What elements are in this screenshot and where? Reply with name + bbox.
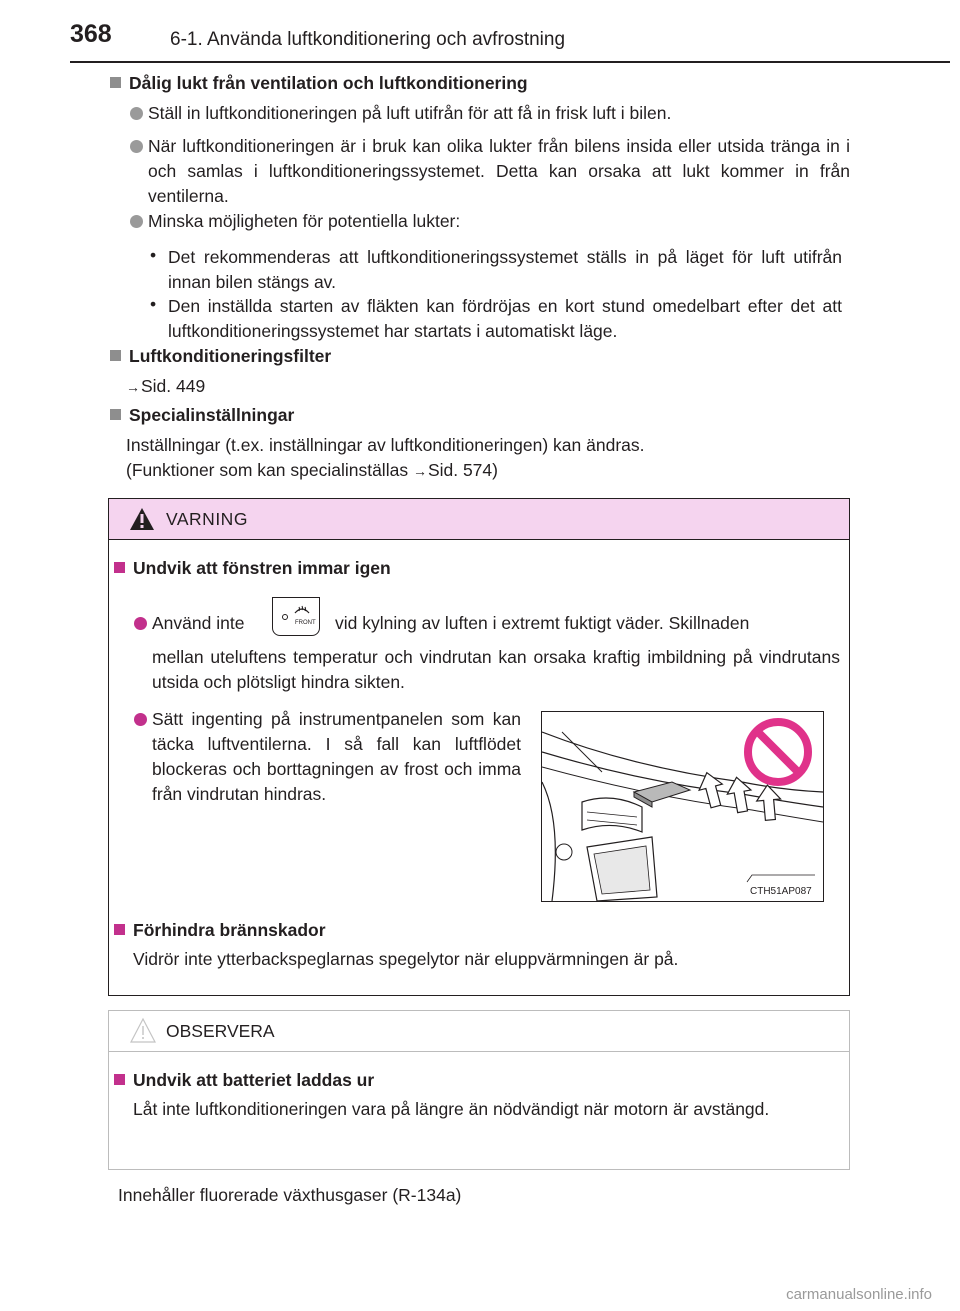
arrow-right-icon: → bbox=[412, 463, 427, 479]
square-bullet-icon bbox=[110, 350, 121, 361]
warning-triangle-icon bbox=[129, 507, 155, 531]
section-heading-odor bbox=[110, 73, 528, 94]
odor-bullet-3: Minska möjligheten för potentiella lukter: bbox=[148, 211, 461, 231]
filter-ref-text: Sid. 449 bbox=[141, 376, 206, 396]
dashboard-illustration bbox=[541, 711, 824, 902]
warning-heading-burn bbox=[114, 920, 326, 941]
fog-b1-pre: Använd inte bbox=[152, 613, 245, 633]
burn-heading: Förhindra brännskador bbox=[133, 920, 326, 940]
bullet-dot-icon bbox=[130, 215, 143, 228]
custom-line-1: Inställningar (t.ex. inställningar av luftkonditioneringen) kan ändras. bbox=[126, 435, 645, 455]
caution-triangle-icon bbox=[129, 1017, 157, 1045]
bullet-dot-icon bbox=[130, 107, 143, 120]
sub-bullet-icon: • bbox=[150, 245, 157, 265]
filter-ref[interactable] bbox=[126, 374, 205, 400]
custom-heading: Specialinställningar bbox=[129, 405, 295, 425]
page-number: 368 bbox=[70, 20, 112, 48]
odor-bullet-1: Ställ in luftkonditioneringen på luft utifrån för att få in frisk luft i bilen. bbox=[148, 103, 672, 123]
section-heading-custom bbox=[110, 405, 294, 426]
custom-line-2-text: (Funktioner som kan specialinställas bbox=[126, 460, 413, 480]
odor-sub-1: Det rekommenderas att luftkonditioneringssystemet ställs in på läget för luft utifrån innan bilen stängs av. bbox=[168, 247, 842, 292]
fog-b2: Sätt ingenting på instrumentpanelen som kan täcka luftventilerna. I så fall kan luftflödet blockeras och borttagningen av frost och imma från vindrutan hindras. bbox=[152, 709, 521, 804]
notice-heading: Undvik att batteriet laddas ur bbox=[133, 1070, 375, 1090]
fog-b1-post: vid kylning av luften i extremt fuktigt väder. Skillnaden bbox=[335, 613, 750, 633]
bullet-dot-icon bbox=[134, 713, 147, 726]
square-bullet-icon bbox=[110, 409, 121, 420]
filter-heading: Luftkonditioneringsfilter bbox=[129, 346, 332, 366]
custom-line-2 bbox=[126, 458, 498, 484]
watermark: carmanualsonline.info bbox=[786, 1286, 932, 1303]
warning-heading-fog bbox=[114, 558, 391, 579]
arrow-right-icon: → bbox=[126, 379, 140, 395]
fog-heading: Undvik att fönstren immar igen bbox=[133, 558, 391, 578]
bullet-dot-icon bbox=[130, 140, 143, 153]
burn-text: Vidrör inte ytterbackspeglarnas spegelytor när eluppvärmningen är på. bbox=[133, 949, 679, 969]
odor-sub-2: Den inställda starten av fläkten kan fördröjas en kort stund omedelbart efter det att luftkonditioneringssystemet har startats i automatiskt läge. bbox=[168, 296, 842, 341]
odor-bullet-2: När luftkonditioneringen är i bruk kan olika lukter från bilens insida eller utsida tränga in i och samlas i luftkonditioneringssystemet. Detta kan orsaka att lukt kommer in från ventilerna. bbox=[148, 136, 850, 206]
square-bullet-icon bbox=[110, 77, 121, 88]
section-heading-filter bbox=[110, 346, 331, 367]
sub-bullet-icon: • bbox=[150, 294, 157, 314]
notice-header bbox=[109, 1011, 849, 1052]
notice-heading-row bbox=[114, 1070, 374, 1091]
front-defogger-button-icon bbox=[272, 597, 320, 636]
image-code: CTH51AP087 bbox=[750, 886, 812, 897]
bullet-dot-icon bbox=[134, 617, 147, 630]
warning-header bbox=[109, 499, 849, 540]
chapter-title: 6-1. Använda luftkonditionering och avfrostning bbox=[170, 29, 566, 50]
header-rule bbox=[70, 61, 950, 63]
square-bullet-icon bbox=[114, 1074, 125, 1085]
notice-title: OBSERVERA bbox=[166, 1021, 275, 1041]
square-bullet-icon bbox=[114, 562, 125, 573]
odor-heading: Dålig lukt från ventilation och luftkonditionering bbox=[129, 73, 528, 93]
fog-b1-cont: mellan uteluftens temperatur och vindrutan kan orsaka kraftig imbildning på vindrutans utsida och plötsligt hindra sikten. bbox=[152, 647, 840, 692]
notice-text: Låt inte luftkonditioneringen vara på längre än nödvändigt när motorn är avstängd. bbox=[133, 1099, 770, 1119]
bottom-note: Innehåller fluorerade växthusgaser (R-134a) bbox=[118, 1185, 462, 1205]
custom-ref[interactable]: Sid. 574) bbox=[427, 460, 498, 480]
square-bullet-icon bbox=[114, 924, 125, 935]
warning-title: VARNING bbox=[166, 509, 248, 529]
button-icon-label: FRONT bbox=[295, 620, 316, 626]
